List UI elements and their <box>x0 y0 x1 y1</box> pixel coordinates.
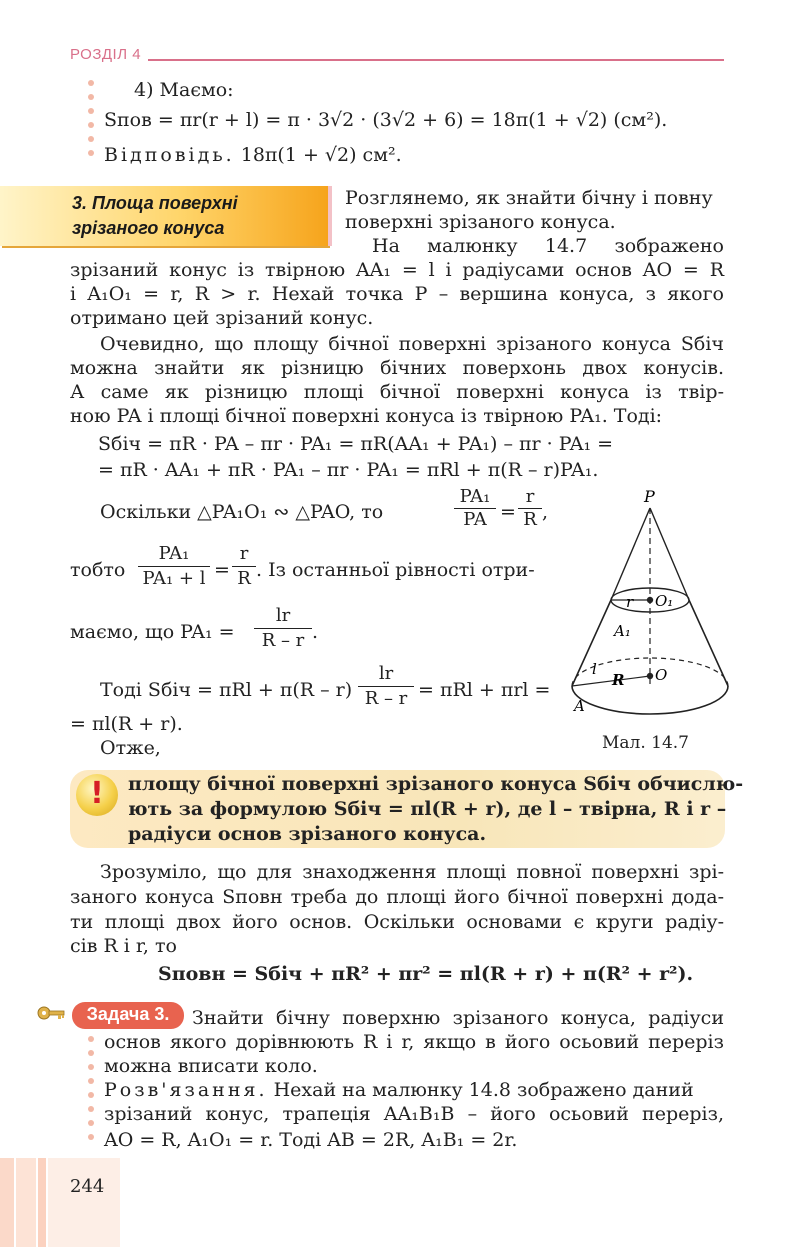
para1-line2: поверхні зрізаного конуса. <box>345 211 616 233</box>
full-line1: Зрозуміло, що для знаходження площі повної поверхні зрі- <box>100 861 724 883</box>
footer-decoration <box>0 1158 120 1247</box>
label-P: P <box>644 487 655 506</box>
label-l: l <box>592 660 597 678</box>
task-line2: основ якого дорівнюють R і r, якщо в його осьовий переріз <box>104 1031 724 1053</box>
example-step: 4) Маємо: <box>134 79 234 101</box>
para3-line1: Очевидно, що площу бічної поверхні зрізаного конуса Sбіч <box>100 333 724 355</box>
fraction-pa1-sum: PA₁ PA₁ + l <box>138 542 210 591</box>
solution-line2: зрізаний конус, трапеція AA₁B₁B – його осьовий переріз, <box>104 1103 724 1125</box>
then-tail: = πRl + πrl = <box>418 679 551 701</box>
since-text: Оскільки △PA₁O₁ ∾ △PAO, то <box>100 501 384 523</box>
result-line: = πl(R + r). <box>70 713 183 735</box>
full-line3: ти площі двох його основ. Оскільки основами є круги радіу- <box>70 911 724 933</box>
task-label: Задача 3. <box>86 1004 170 1024</box>
para3-line4: ною PA і площі бічної поверхні конуса із твірною PA₁. Тоді: <box>70 405 663 427</box>
para2-line3: і A₁O₁ = r, R > r. Нехай точка P – вершина конуса, з якого <box>70 283 724 305</box>
example-answer <box>104 143 402 167</box>
then-text: Тоді Sбіч = πRl + π(R – r) <box>100 679 353 701</box>
label-R: R <box>612 671 625 689</box>
page-number: 244 <box>70 1176 105 1197</box>
para2-line1: На малюнку 14.7 зображено <box>372 235 724 257</box>
section-label: РОЗДІЛ 4 <box>70 46 142 63</box>
para1-line1: Розглянемо, як знайти бічну і повну <box>345 187 713 209</box>
answer-value: 18π(1 + √2) см². <box>240 144 402 166</box>
task-margin-dots <box>88 1036 94 1148</box>
para3-line2: можна знайти як різницю бічних поверхонь двох конусів. <box>70 357 724 379</box>
task-line1: Знайти бічну поверхню зрізаного конуса, радіуси <box>192 1007 724 1029</box>
fraction-pa1-pa: PA₁ PA <box>454 486 496 531</box>
solution-text1: Нехай на малюнку 14.8 зображено даний <box>273 1079 694 1101</box>
so-text: Отже, <box>100 737 161 759</box>
para2-line2: зрізаний конус із твірною AA₁ = l і радіусами основ AO = R <box>70 259 724 281</box>
solution-line1 <box>104 1078 724 1102</box>
example-formula: Sпов = πr(r + l) = π · 3√2 · (3√2 + 6) = 18π(1 + √2) (см²). <box>104 109 668 131</box>
label-r: r <box>626 593 634 611</box>
task-line3: можна вписати коло. <box>104 1055 318 1077</box>
label-A1: A₁ <box>614 622 631 640</box>
equation-2: = πR · AA₁ + πR · PA₁ – πr · PA₁ = πRl + π(R – r)PA₁. <box>98 459 599 481</box>
label-O1: O₁ <box>655 592 674 610</box>
from-last: . Із останньої рівності отри- <box>256 559 535 581</box>
full-line4: сів R і r, то <box>70 935 177 957</box>
figure-truncated-cone <box>560 486 735 721</box>
that-is: тобто <box>70 559 126 581</box>
figure-caption: Мал. 14.7 <box>602 733 690 753</box>
label-A: A <box>574 697 585 715</box>
fraction-r-R: r R <box>518 486 542 531</box>
margin-dots <box>88 80 94 164</box>
para2-line4: отримано цей зрізаний конус. <box>70 307 374 329</box>
para3-line3: А саме як різницю площі бічної поверхні конуса із твір- <box>70 381 724 403</box>
label-O: O <box>655 666 668 684</box>
important-line2: ють за формулою Sбіч = πl(R + r), де l – твірна, R і r – <box>128 798 727 820</box>
key-icon <box>36 1004 66 1022</box>
solution-line3: AO = R, A₁O₁ = r. Тоді AB = 2R, A₁B₁ = 2r. <box>104 1129 518 1151</box>
fraction-lr-2: lr R – r <box>358 662 414 711</box>
important-line1: площу бічної поверхні зрізаного конуса Sбіч обчислю- <box>128 773 744 795</box>
important-line3: радіуси основ зрізаного конуса. <box>128 823 487 845</box>
full-line2: заного конуса Sповн треба до площі його бічної поверхні дода- <box>70 886 724 908</box>
fraction-r-R-2: r R <box>232 542 256 591</box>
full-formula: Sповн = Sбіч + πR² + πr² = πl(R + r) + π(R² + r²). <box>158 963 694 985</box>
solution-label: Розв'язання. <box>104 1079 268 1101</box>
section-title: 3. Площа поверхні зрізаного конуса <box>72 193 238 238</box>
equation-1: Sбіч = πR · PA – πr · PA₁ = πR(AA₁ + PA₁) – πr · PA₁ = <box>98 433 614 455</box>
fraction-lr: lr R – r <box>254 604 312 653</box>
exclamation-icon: ! <box>76 774 118 816</box>
answer-label: Відповідь. <box>104 144 235 166</box>
we-get: маємо, що PA₁ = <box>70 621 235 643</box>
header-rule <box>148 59 724 61</box>
